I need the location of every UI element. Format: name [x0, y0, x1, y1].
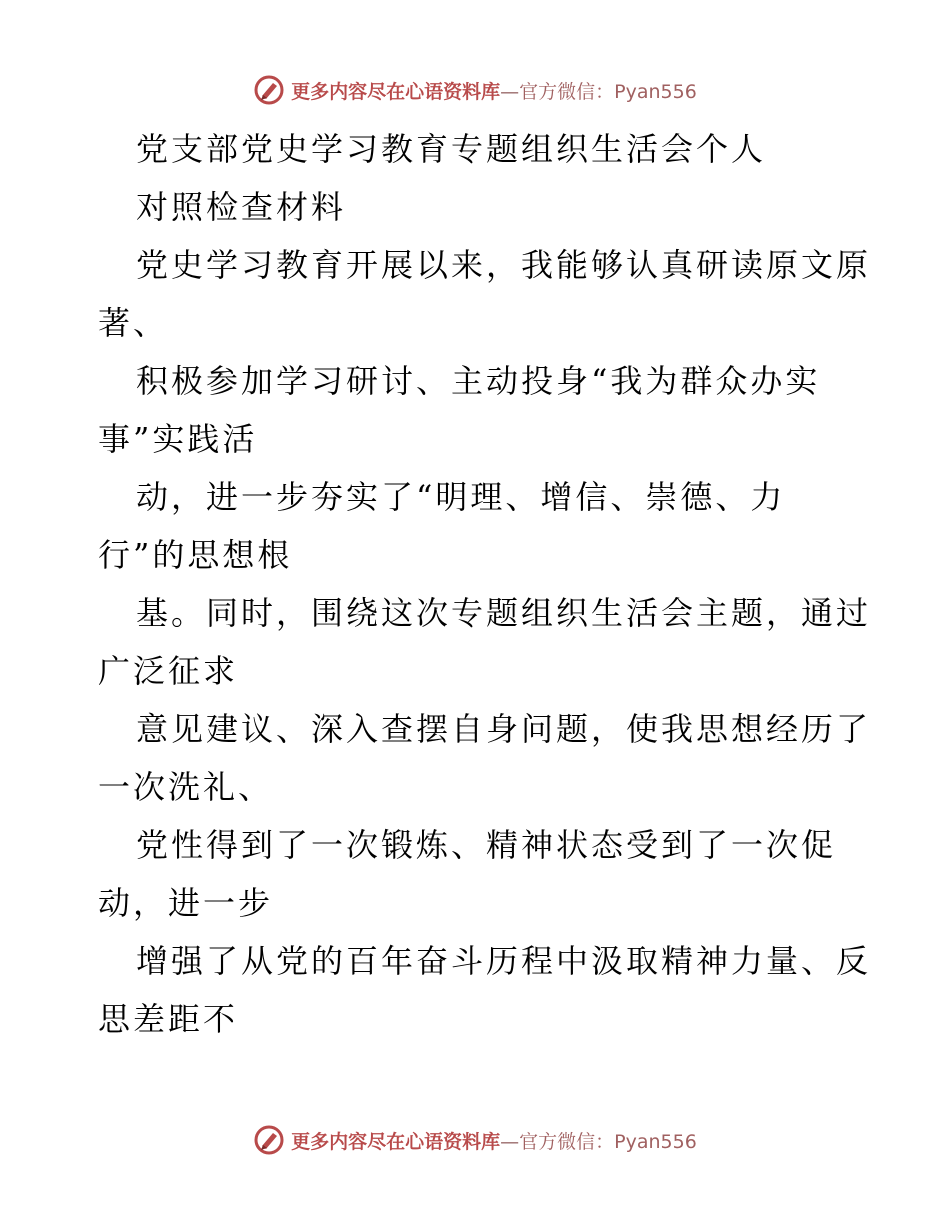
text-line: 意见建议、深入查摆自身问题，使我思想经历了: [136, 710, 872, 748]
text-line: 著、: [98, 304, 169, 342]
text-line: 党支部党史学习教育专题组织生活会个人: [136, 130, 767, 168]
document-body: [98, 120, 872, 1048]
text-line: 广泛征求: [98, 652, 239, 690]
text-line: 积极参加学习研讨、主动投身“我为群众办实: [136, 362, 821, 400]
pen-logo-icon: [253, 1124, 285, 1156]
text-line: 事”实践活: [98, 420, 258, 458]
text-line: 行”的思想根: [98, 536, 293, 574]
text-line: 基。同时，围绕这次专题组织生活会主题，通过: [136, 594, 872, 632]
banner-prefix: 更多内容尽在心语资料库: [291, 80, 501, 103]
text-line: 对照检查材料: [136, 188, 347, 226]
banner-wechat: 官方微信：Pyan556: [519, 80, 697, 103]
banner-prefix: 更多内容尽在心语资料库: [291, 1130, 501, 1153]
text-line: 思差距不: [98, 1000, 239, 1038]
text-line: 一次洗礼、: [98, 768, 274, 806]
text-line: 动，进一步夯实了“明理、增信、崇德、力: [136, 478, 786, 516]
footer-banner: [0, 1120, 950, 1160]
banner-dash: —: [500, 80, 520, 103]
text-line: 增强了从党的百年奋斗历程中汲取精神力量、反: [136, 942, 872, 980]
banner-label: [291, 77, 697, 104]
text-line: 党史学习教育开展以来，我能够认真研读原文原: [136, 246, 872, 284]
header-banner: [0, 70, 950, 110]
pen-logo-icon: [253, 74, 285, 106]
text-line: 动，进一步: [98, 884, 274, 922]
banner-label: [291, 1127, 697, 1154]
text-line: 党性得到了一次锻炼、精神状态受到了一次促: [136, 826, 837, 864]
banner-dash: —: [500, 1130, 520, 1153]
banner-wechat: 官方微信：Pyan556: [519, 1130, 697, 1153]
